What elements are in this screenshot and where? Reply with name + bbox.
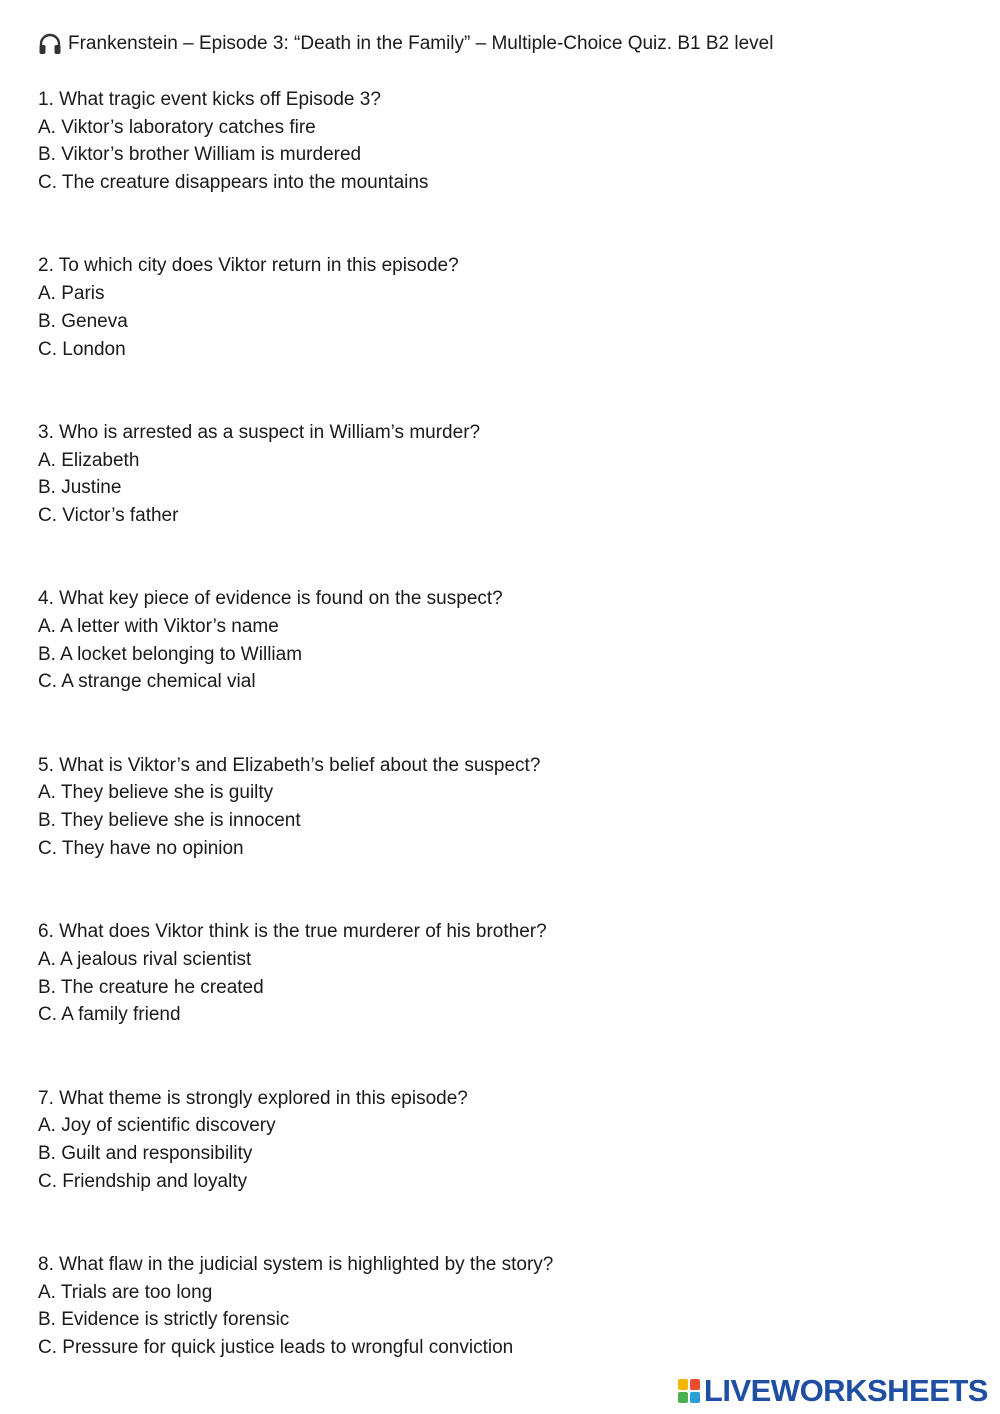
question-text: 4. What key piece of evidence is found on the suspect? [38,588,503,610]
question-7 [38,1085,978,1196]
option-a: A. Viktor’s laboratory catches fire [38,116,316,138]
option-b: B. They believe she is innocent [38,810,301,832]
question-4 [38,585,978,696]
headphones-icon [38,33,62,55]
question-8 [38,1251,978,1362]
option-a: A. Elizabeth [38,449,140,471]
option-a: A. Trials are too long [38,1281,213,1303]
question-5 [38,752,978,863]
option-b: B. A locket belonging to William [38,643,303,665]
option-c: C. A strange chemical vial [38,671,256,693]
option-b: B. Viktor’s brother William is murdered [38,144,362,166]
worksheet-page [38,30,978,1362]
question-text: 6. What does Viktor think is the true murderer of his brother? [38,921,547,943]
option-c: C. A family friend [38,1004,181,1026]
question-1 [38,86,978,197]
option-a: A. Joy of scientific discovery [38,1115,276,1137]
question-text: 2. To which city does Viktor return in this episode? [38,255,459,277]
option-a: A. Paris [38,283,105,305]
option-b: B. Guilt and responsibility [38,1143,253,1164]
question-2 [38,252,978,363]
option-a: A. A letter with Viktor’s name [38,616,279,637]
page-title: Frankenstein – Episode 3: “Death in the Family” – Multiple-Choice Quiz. B1 B2 level [68,33,774,54]
logo-text: LIVEWORKSHEETS [703,1373,988,1408]
option-a: A. A jealous rival scientist [38,948,252,970]
option-b: B. The creature he created [38,976,264,998]
option-c: C. Friendship and loyalty [38,1170,248,1192]
option-c: C. Victor’s father [38,504,179,526]
question-text: 5. What is Viktor’s and Elizabeth’s belief about the suspect? [38,754,541,776]
question-6 [38,918,978,1029]
option-b: B. Justine [38,477,122,499]
question-text: 3. Who is arrested as a suspect in William’s murder? [38,421,481,443]
question-3 [38,419,978,530]
option-b: B. Geneva [38,310,128,332]
option-c: C. They have no opinion [38,837,244,859]
question-text: 7. What theme is strongly explored in this episode? [38,1087,468,1109]
question-text: 1. What tragic event kicks off Episode 3? [38,89,381,110]
option-c: C. Pressure for quick justice leads to wrongful conviction [38,1337,514,1359]
option-c: C. The creature disappears into the mountains [38,172,429,194]
logo-mark-icon [678,1379,700,1403]
liveworksheets-logo [678,1374,988,1408]
option-a: A. They believe she is guilty [38,782,274,804]
question-text: 8. What flaw in the judicial system is highlighted by the story? [38,1254,554,1276]
option-c: C. London [38,338,126,360]
title-row [38,30,978,58]
option-b: B. Evidence is strictly forensic [38,1309,290,1331]
